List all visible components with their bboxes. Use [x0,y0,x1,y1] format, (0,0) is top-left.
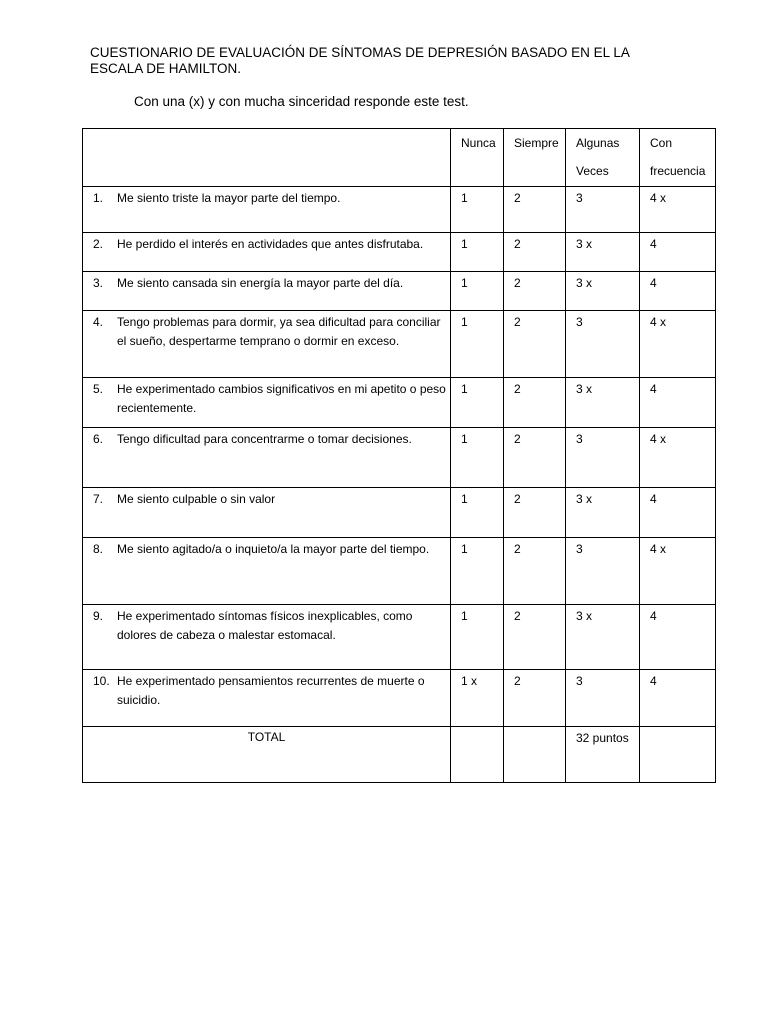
answer-nunca: 1 [451,488,504,538]
question-text: Me siento culpable o sin valor [117,492,276,506]
header-algunas-label: Algunas [576,136,620,150]
answer-siempre: 2 [504,670,566,727]
answer-algunas-veces: 3 x [566,233,640,272]
answer-nunca: 1 [451,272,504,311]
question-cell [83,233,451,272]
table-row [83,538,716,605]
question-number: 9. [93,609,104,623]
answer-algunas-veces: 3 [566,428,640,488]
question-cell [83,488,451,538]
header-question-cell [83,129,451,187]
question-text: Me siento triste la mayor parte del tiempo. [117,191,341,205]
header-con-label: Con [650,136,673,150]
question-text: He experimentado pensamientos recurrentes de muerte o suicidio. [117,674,425,707]
answer-nunca: 1 [451,605,504,670]
question-number: 7. [93,492,104,506]
total-score: 32 puntos [566,727,640,783]
answer-algunas-veces: 3 [566,538,640,605]
question-cell [83,605,451,670]
total-nunca [451,727,504,783]
answer-nunca: 1 [451,428,504,488]
question-cell [83,311,451,378]
answer-con-frecuencia: 4 x [640,187,716,233]
answer-algunas-veces: 3 [566,670,640,727]
question-text: He experimentado síntomas físicos inexplicables, como dolores de cabeza o malestar estomacal. [117,609,413,642]
total-siempre [504,727,566,783]
answer-nunca: 1 x [451,670,504,727]
header-algunas-veces [566,129,640,187]
header-veces-label: Veces [576,164,609,178]
question-cell [83,670,451,727]
total-label: TOTAL [83,727,451,783]
table-row [83,605,716,670]
answer-siempre: 2 [504,233,566,272]
header-con-frecuencia [640,129,716,187]
question-cell [83,378,451,428]
answer-con-frecuencia: 4 [640,233,716,272]
question-number: 6. [93,432,104,446]
questionnaire-table [82,128,716,783]
answer-siempre: 2 [504,605,566,670]
question-number: 4. [93,315,104,329]
answer-siempre: 2 [504,311,566,378]
answer-algunas-veces: 3 [566,311,640,378]
answer-con-frecuencia: 4 [640,488,716,538]
table-row [83,311,716,378]
question-text: Me siento agitado/a o inquieto/a la mayor parte del tiempo. [117,542,430,556]
answer-nunca: 1 [451,233,504,272]
question-number: 10. [93,674,110,688]
answer-nunca: 1 [451,378,504,428]
table-row [83,187,716,233]
total-row [83,727,716,783]
answer-con-frecuencia: 4 [640,272,716,311]
answer-con-frecuencia: 4 x [640,428,716,488]
question-cell [83,538,451,605]
answer-nunca: 1 [451,187,504,233]
document-title: CUESTIONARIO DE EVALUACIÓN DE SÍNTOMAS DE DEPRESIÓN BASADO EN EL LA ESCALA DE HAMILTON. [90,45,630,76]
answer-algunas-veces: 3 x [566,605,640,670]
answer-siempre: 2 [504,378,566,428]
table-row [83,488,716,538]
question-cell [83,187,451,233]
total-frecuencia [640,727,716,783]
header-frecuencia-label: frecuencia [650,164,706,178]
answer-siempre: 2 [504,538,566,605]
question-text: Tengo dificultad para concentrarme o tomar decisiones. [117,432,412,446]
header-siempre [504,129,566,187]
answer-nunca: 1 [451,311,504,378]
question-number: 5. [93,382,104,396]
header-siempre-label: Siempre [514,136,559,150]
answer-con-frecuencia: 4 x [640,311,716,378]
answer-con-frecuencia: 4 x [640,538,716,605]
answer-siempre: 2 [504,272,566,311]
answer-siempre: 2 [504,187,566,233]
answer-algunas-veces: 3 x [566,272,640,311]
question-text: He perdido el interés en actividades que antes disfrutaba. [117,237,424,251]
answer-con-frecuencia: 4 [640,670,716,727]
question-text: He experimentado cambios significativos en mi apetito o peso recientemente. [117,382,446,415]
answer-algunas-veces: 3 x [566,488,640,538]
question-cell [83,272,451,311]
question-number: 2. [93,237,104,251]
header-nunca [451,129,504,187]
header-row [83,129,716,187]
table-row [83,670,716,727]
table-row [83,428,716,488]
header-nunca-label: Nunca [461,136,496,150]
question-number: 1. [93,191,104,205]
answer-algunas-veces: 3 x [566,378,640,428]
question-cell [83,428,451,488]
table-row [83,272,716,311]
answer-con-frecuencia: 4 [640,378,716,428]
answer-siempre: 2 [504,488,566,538]
answer-algunas-veces: 3 [566,187,640,233]
question-number: 8. [93,542,104,556]
question-text: Tengo problemas para dormir, ya sea dificultad para conciliar el sueño, despertarme temprano o dormir en exceso. [117,315,441,348]
answer-siempre: 2 [504,428,566,488]
answer-nunca: 1 [451,538,504,605]
answer-con-frecuencia: 4 [640,605,716,670]
question-text: Me siento cansada sin energía la mayor parte del día. [117,276,404,290]
table-row [83,378,716,428]
question-number: 3. [93,276,104,290]
table-row [83,233,716,272]
instruction-text: Con una (x) y con mucha sinceridad responde este test. [134,94,469,109]
